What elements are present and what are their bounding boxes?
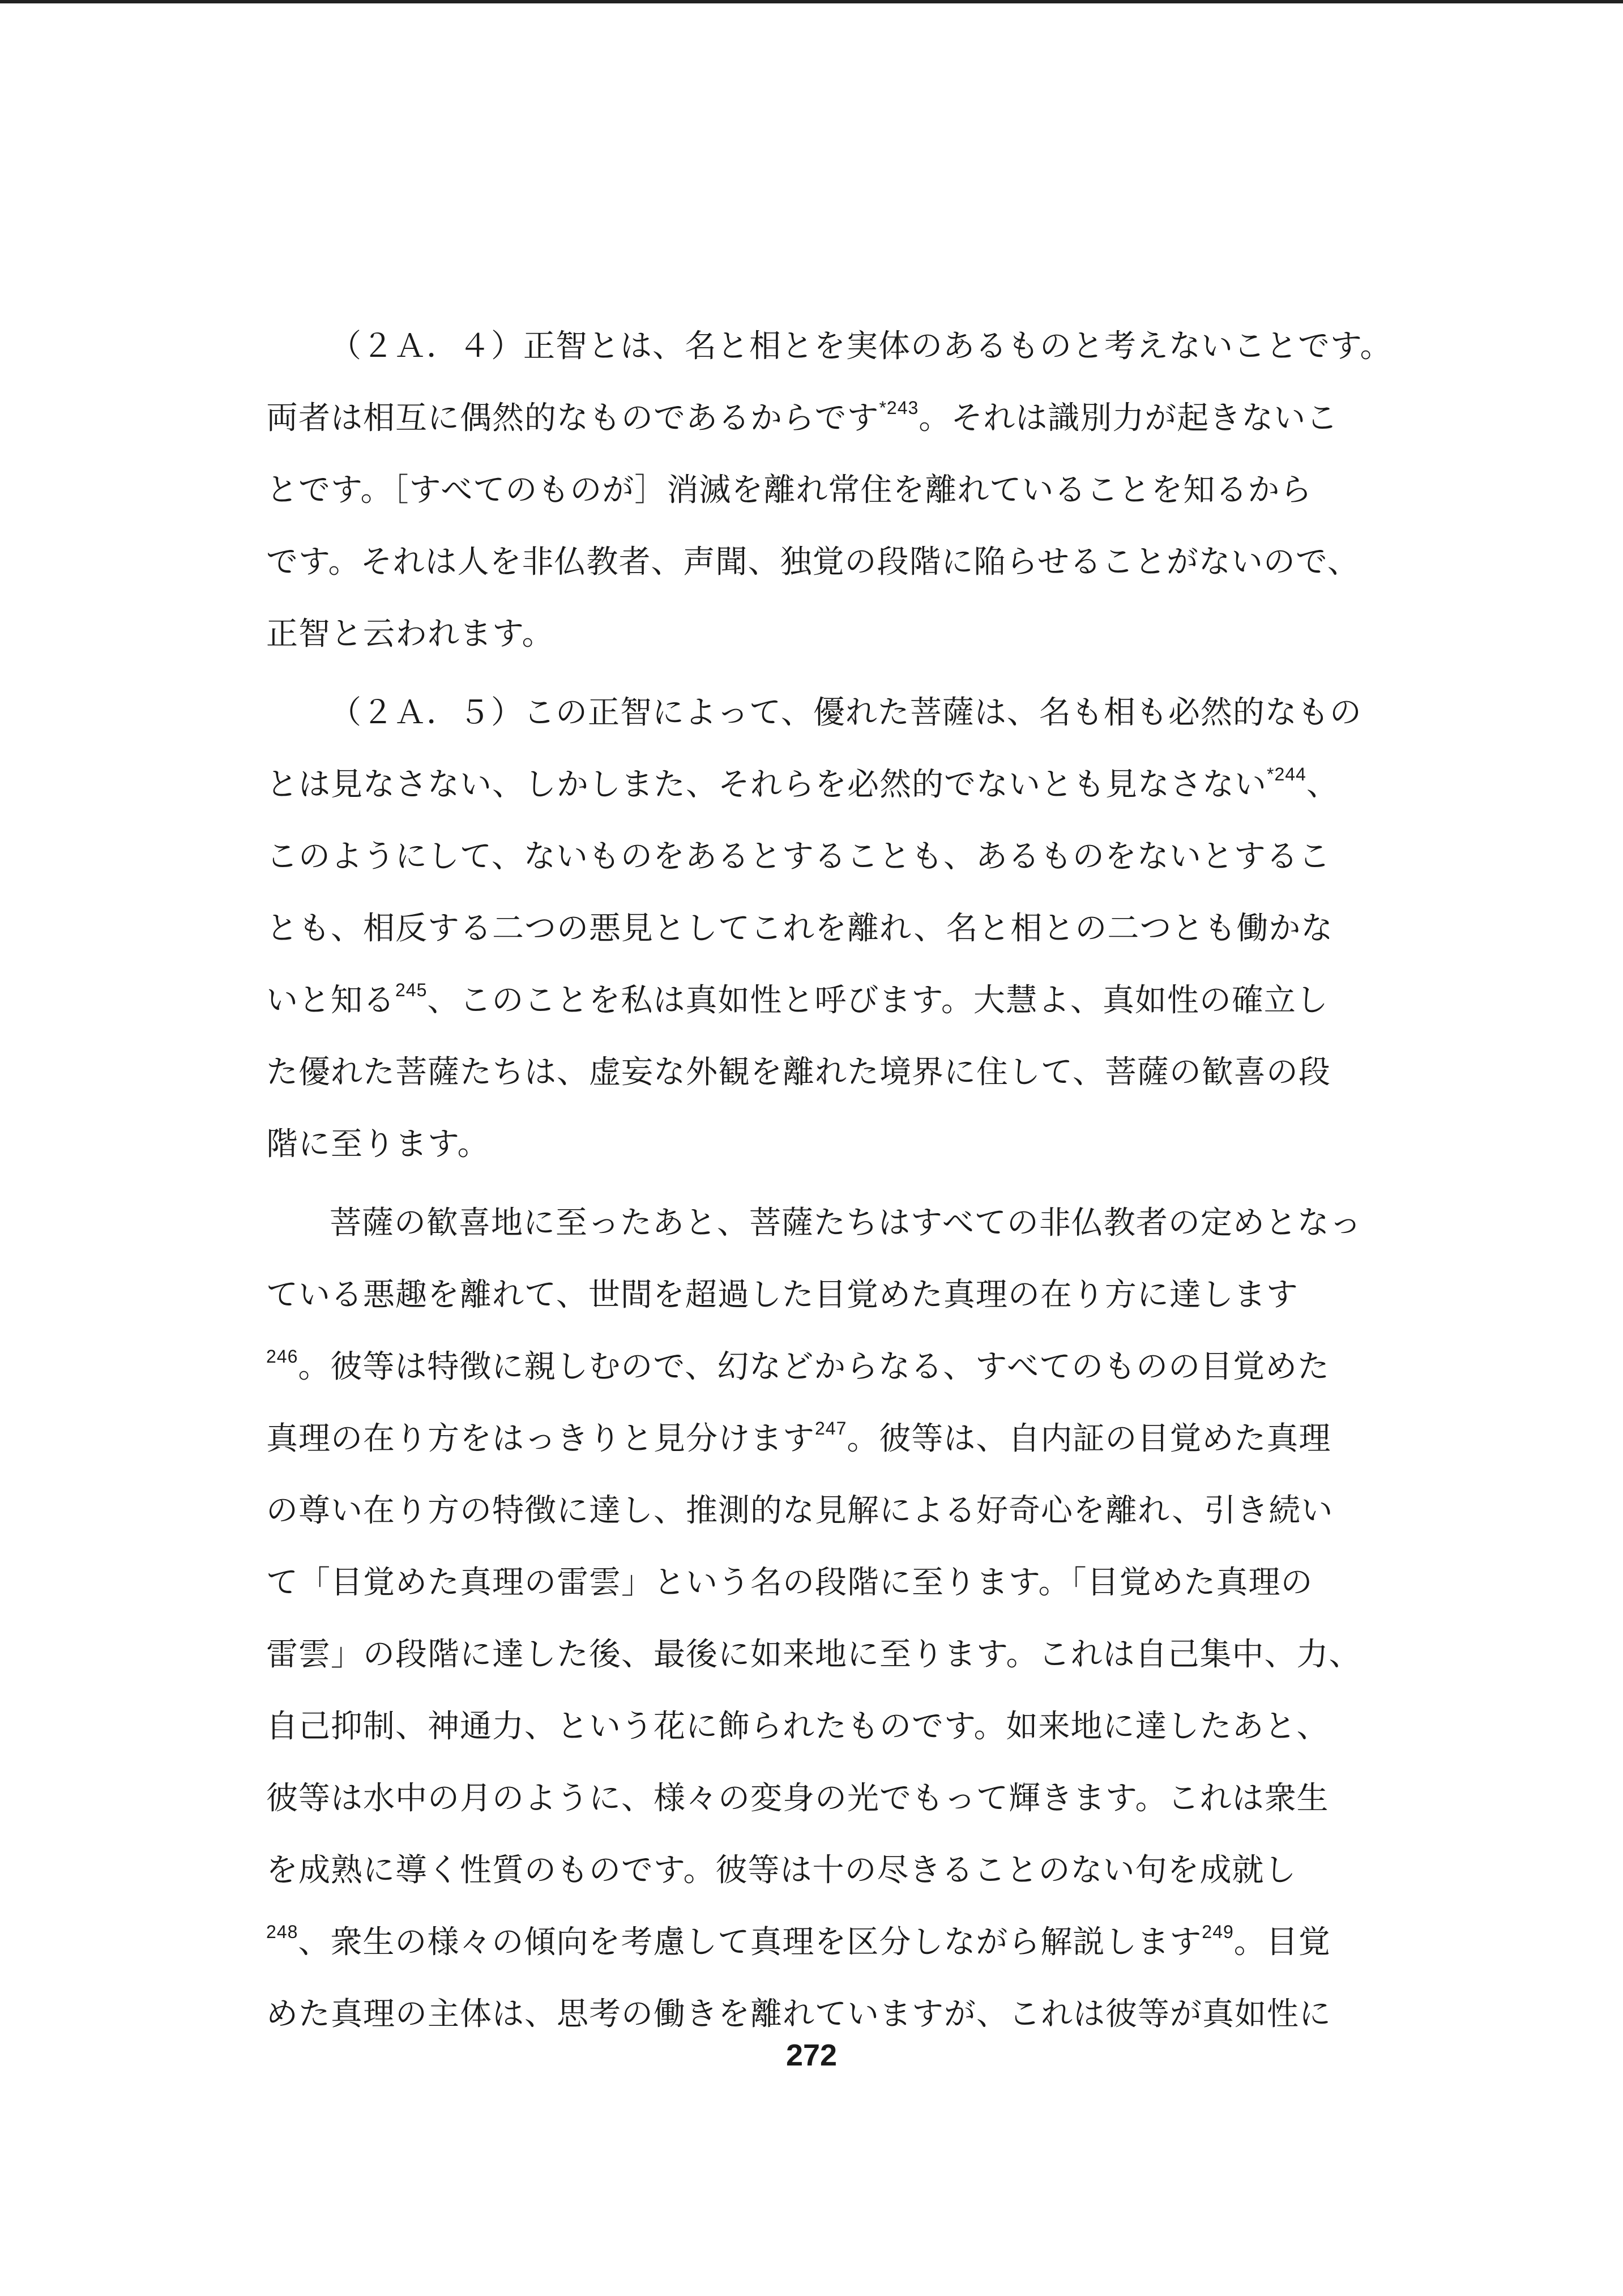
text-line: 階に至ります。 bbox=[266, 1126, 490, 1163]
footnote-marker[interactable]: 248 bbox=[266, 1922, 298, 1942]
top-border-rule bbox=[0, 0, 1623, 3]
footnote-marker[interactable]: 249 bbox=[1202, 1922, 1234, 1942]
text-line: いと知る$^{245}$、このことを私は真如性と呼びます。大慧よ、真如性の確立し bbox=[266, 980, 1329, 1019]
text-line: 彼等は水中の月のように、様々の変身の光でもって輝きます。これは衆生 bbox=[266, 1780, 1329, 1817]
text-line: 雷雲」の段階に達した後、最後に如来地に至ります。これは自己集中、力、 bbox=[266, 1636, 1361, 1673]
footnote-marker[interactable]: *244 bbox=[1267, 764, 1306, 784]
footnote-marker[interactable]: 245 bbox=[395, 980, 428, 1000]
text-line: を成熟に導く性質のものです。彼等は十の尽きることのない句を成就し bbox=[266, 1852, 1297, 1889]
text-line: とです。［すべてのものが］消滅を離れ常住を離れていることを知るから bbox=[266, 472, 1313, 509]
text-line: 正智と云われます。 bbox=[266, 616, 554, 652]
text-line: 菩薩の歓喜地に至ったあと、菩薩たちはすべての非仏教者の定めとなっ bbox=[330, 1205, 1362, 1241]
text-line: とも、相反する二つの悪見としてこれを離れ、名と相との二つとも働かな bbox=[266, 910, 1334, 947]
text-line: $^{246}$。彼等は特徴に親しむので、幻などからなる、すべてのものの目覚めた bbox=[266, 1346, 1330, 1385]
body-text bbox=[266, 310, 1393, 2050]
text-line: 真理の在り方をはっきりと見分けます$^{247}$。彼等は、自内証の目覚めた真理 bbox=[266, 1418, 1331, 1457]
text-line: て「目覚めた真理の雷雲」という名の段階に至ります。「目覚めた真理の bbox=[266, 1564, 1313, 1601]
text-line: た優れた菩薩たちは、虚妄な外観を離れた境界に住して、菩薩の歓喜の段 bbox=[266, 1054, 1331, 1091]
text-line: とは見なさない、しかしまた、それらを必然的でないとも見なさない$^{*244}$、 bbox=[266, 764, 1339, 803]
text-line: このようにして、ないものをあるとすることも、あるものをないとするこ bbox=[266, 838, 1331, 875]
text-line: です。それは人を非仏教者、声聞、独覚の段階に陥らせることがないので、 bbox=[266, 544, 1360, 581]
footnote-marker[interactable]: 247 bbox=[815, 1418, 847, 1439]
footnote-marker[interactable]: 246 bbox=[266, 1346, 298, 1367]
text-line: ている悪趣を離れて、世間を超過した目覚めた真理の在り方に達します bbox=[266, 1277, 1299, 1313]
page-number: 272 bbox=[785, 2038, 838, 2072]
text-line: （２Ａ．４）正智とは、名と相とを実体のあるものと考えないことです。 bbox=[330, 328, 1393, 365]
text-line: の尊い在り方の特徴に達し、推測的な見解による好奇心を離れ、引き続い bbox=[266, 1492, 1334, 1529]
text-line: めた真理の主体は、思考の働きを離れていますが、これは彼等が真如性に bbox=[266, 1996, 1331, 2033]
text-line: 自己抑制、神通力、という花に飾られたものです。如来地に達したあと、 bbox=[266, 1708, 1329, 1745]
text-line: $^{248}$、衆生の様々の傾向を考慮して真理を区分しながら解説します$^{249}$。目覚 bbox=[266, 1922, 1331, 1961]
text-line: 両者は相互に偶然的なものであるからです$^{*243}$。それは識別力が起きないこ bbox=[266, 398, 1339, 437]
text-line: （２Ａ．５）この正智によって、優れた菩薩は、名も相も必然的なもの bbox=[330, 694, 1362, 731]
footnote-marker[interactable]: *243 bbox=[879, 398, 919, 418]
